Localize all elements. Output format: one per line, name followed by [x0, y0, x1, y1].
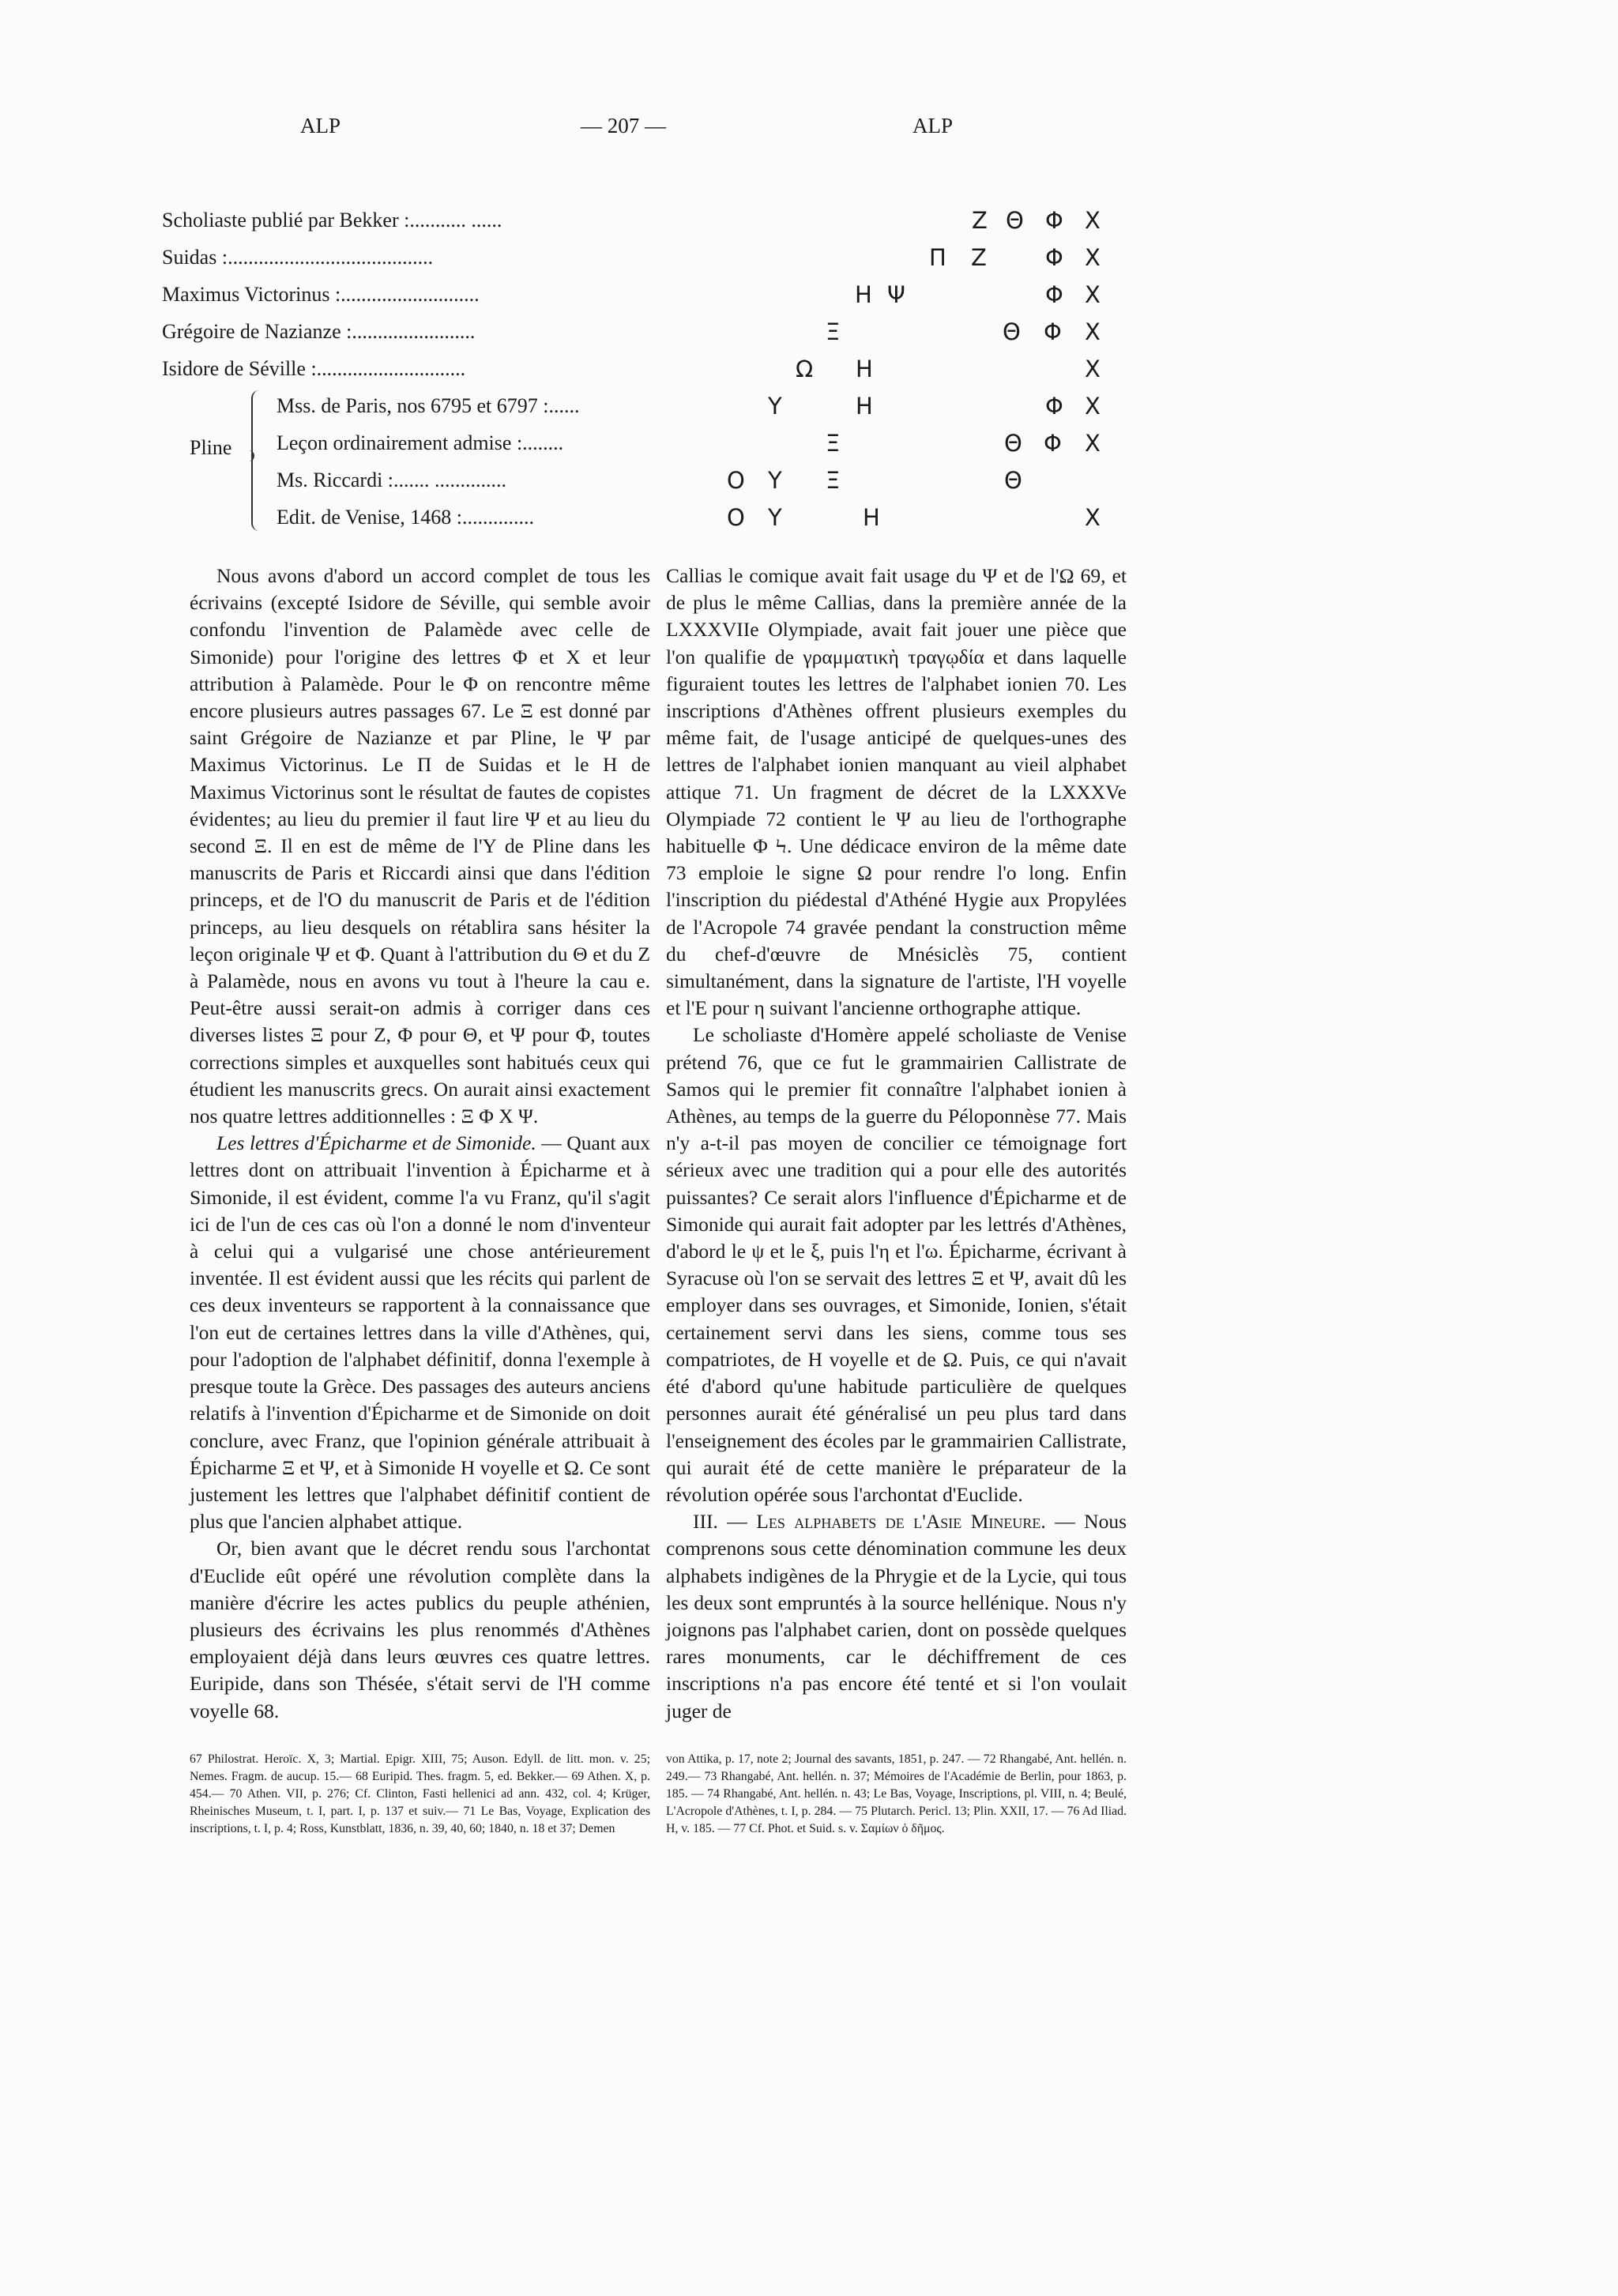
glyph: Y: [768, 504, 782, 531]
glyph: X: [1085, 244, 1101, 271]
glyph: Φ: [1044, 430, 1062, 457]
paragraph: Le scholiaste d'Homère appelé scholiaste de Venise prétend 76, que ce fut le grammairien Callistrate de Samos qui le premier fit connaître l'alphabet ionien à Athènes, au temps de la guerre du Péloponnèse 77. Mais n'y a-t-il pas moyen de concilier ce témoignage fort sérieux avec une tradition qui a pour elle des autorités puissantes? Ce serait alors l'influence d'Épicharme et de Simonide qui aurait fait adopter par les lettrés d'Athènes, d'abord le ψ et le ξ, puis l'η et l'ω. Épicharme, écrivant à Syracuse où l'on se servait des lettres Ξ et Ψ, avait dû les employer dans ses ouvrages, et Simonide, Ionien, s'était certainement servi dans les siens, comme tous ses compatriotes, de H voyelle et de Ω. Puis, ce qui n'avait été d'abord qu'une habitude particulière de quelques personnes aurait été généralisé un peu plus tard dans l'enseignement des écoles par le grammairien Callistrate, qui aurait été de cette manière le préparateur de la révolution opérée sous l'archontat d'Euclide.: [666, 1023, 1127, 1506]
paragraph: [666, 1508, 1127, 1725]
glyph: O: [727, 504, 745, 531]
paragraph: Or, bien avant que le décret rendu sous l'archontat d'Euclide eût opéré une révolution complète dans la manière d'écrire les actes publics du peuple athénien, plusieurs des écrivains les plus renommés d'Athènes employaient déjà dans leurs œuvres ces quatre lettres. Euripide, dans son Thésée, s'était servi de l'H comme voyelle 68.: [190, 1537, 650, 1722]
row-label: Isidore de Séville :.............................: [162, 357, 466, 380]
paragraph-text: — Nous comprenons sous cette dénomination commune les deux alphabets indigènes de la Phrygie et de la Lycie, qui tous les deux sont empruntés à la source hellénique. Nous n'y joignons pas l'alphabet carien, dont on possède quelques rares monuments, car le déchiffrement de ces inscriptions n'a pas encore été tenté et si l'on voulait juger de: [666, 1510, 1127, 1722]
paragraph: Nous avons d'abord un accord complet de tous les écrivains (excepté Isidore de Séville, qui semble avoir confondu l'invention de Palamède avec celle de Simonide) pour l'origine des lettres Φ et X et leur attribution à Palamède. Pour le Φ on rencontre même encore plusieurs autres passages 67. Le Ξ est donné par saint Grégoire de Nazianze et par Pline, le Ψ par Maximus Victorinus. Le Π de Suidas et le H de Maximus Victorinus sont le résultat de fautes de copistes évidentes; au lieu du premier il faut lire Ψ et au lieu du second Ξ. Il en est de même de l'Y de Pline dans les manuscrits de Paris et Riccardi ainsi que dans l'édition princeps, et de l'O du manuscrit de Paris et de l'édition princeps, au lieu desquels on rétablira sans hésiter la leçon originale Ψ et Φ. Quant à l'attribution du Θ et du Z à Palamède, nous en avons vu tout à l'heure la cau e. Peut-être aussi serait-on admis à corriger dans ces diverses listes Ξ pour Z, Φ pour Θ, et Ψ pour Φ, toutes corrections simples et auxquelles sont habitués ceux qui étudient les manuscrits grecs. On aurait ainsi exactement nos quatre lettres additionnelles : Ξ Φ X Ψ.: [190, 564, 650, 1128]
glyph: Π: [929, 244, 946, 271]
right-column: [666, 563, 1127, 1725]
glyph: H: [855, 281, 872, 308]
glyph: X: [1085, 281, 1101, 308]
row-label: Mss. de Paris, nos 6795 et 6797 :......: [277, 394, 580, 417]
group-brace-tip: [243, 450, 254, 461]
glyph: Ω: [796, 356, 814, 382]
left-column: [190, 563, 650, 1725]
row-label: Maximus Victorinus :...........................: [162, 283, 480, 306]
row-label: Leçon ordinairement admise :........: [277, 431, 564, 454]
glyph: H: [856, 393, 873, 420]
glyph: X: [1085, 356, 1101, 382]
footnotes-right: [666, 1751, 1127, 1838]
section-title: III. — Les alphabets de l'Asie Mineure.: [693, 1510, 1046, 1534]
footnote-text: 67 Philostrat. Heroïc. X, 3; Martial. Epigr. XIII, 75; Auson. Edyll. de litt. mon. v. 25; Nemes. Fragm. de aucup. 15.— 68 Euripid. Thes. fragm. 5, ed. Bekker.— 69 Athen. X, p. 454.— 70 Athen. VII, p. 276; Cf. Clinton, Fasti hellenici ad ann. 432, col. 4; Krüger, Rheinisches Museum, t. I, part. I, p. 137 et suiv.— 71 Le Bas, Voyage, Explication des inscriptions, t. I, p. 4; Ross, Kunstblatt, 1836, n. 39, 40, 60; 1840, n. 18 et 37; Demen: [190, 1752, 650, 1835]
section-title: Les lettres d'Épicharme et de Simonide.: [216, 1131, 536, 1155]
glyph: Ξ: [826, 318, 841, 345]
glyph: Φ: [1045, 207, 1063, 234]
footnote-text: von Attika, p. 17, note 2; Journal des savants, 1851, p. 247. — 72 Rhangabé, Ant. hellén. n. 249.— 73 Rhangabé, Ant. hellén. n. 37; Mémoires de l'Académie de Berlin, pour 1863, p. 185. — 74 Rhangabé, Ant. hellén. n. 43; Le Bas, Voyage, Inscriptions, pl. VIII, n. 4; Beulé, L'Acropole d'Athènes, t. I, p. 284. — 75 Plutarch. Pericl. 13; Plin. XXII, 17. — 76 Ad Iliad. H, v. 185. — 77 Cf. Phot. et Suid. s. v. Σαμίων ὁ δῆμος.: [666, 1752, 1127, 1835]
glyph: Z: [972, 207, 988, 234]
glyph: Φ: [1045, 281, 1063, 308]
running-head-left: ALP: [300, 114, 341, 137]
glyph: H: [863, 504, 880, 531]
glyph: X: [1085, 207, 1101, 234]
row-label: Suidas :........................................: [162, 246, 434, 269]
running-head-right: ALP: [912, 114, 954, 137]
glyph: H: [856, 356, 873, 382]
paragraph: [190, 1130, 650, 1535]
row-label: Edit. de Venise, 1468 :..............: [277, 506, 534, 529]
glyph: X: [1085, 430, 1101, 457]
glyph: X: [1085, 318, 1101, 345]
glyph: Φ: [1045, 244, 1063, 271]
glyph: Φ: [1044, 318, 1062, 345]
pline-group-label: Pline: [190, 436, 232, 459]
group-brace: [251, 390, 262, 531]
glyph: X: [1085, 393, 1101, 420]
glyph: Y: [768, 393, 782, 420]
glyph: Θ: [1004, 430, 1022, 457]
glyph: Ξ: [826, 467, 841, 494]
glyph: Θ: [1004, 467, 1022, 494]
glyph: Θ: [1006, 207, 1024, 234]
row-label: Ms. Riccardi :....... ..............: [277, 469, 507, 491]
glyph: Z: [971, 244, 987, 271]
page-header: [0, 114, 1618, 145]
page-number: — 207 —: [581, 114, 666, 137]
glyph: Ξ: [826, 430, 841, 457]
glyph: Φ: [1045, 393, 1063, 420]
glyph: X: [1085, 504, 1101, 531]
glyph: Θ: [1003, 318, 1021, 345]
glyph: O: [727, 467, 745, 494]
row-label: Grégoire de Nazianze :........................: [162, 320, 476, 343]
footnotes-left: [190, 1751, 650, 1838]
paragraph-text: — Quant aux lettres dont on attribuait l'invention à Épicharme et à Simonide, il est évident, comme l'a vu Franz, qu'il s'agit ici de l'un de ces cas où l'on a donné le nom d'inventeur à celui qui a vulgarisé une chose antérieurement inventée. Il est évident aussi que les récits qui parlent de ces deux inventeurs se rapportent à la connaissance que l'on eut de certaines lettres dans la ville d'Athènes, qui, pour l'adoption de l'alphabet définitif, donna l'exemple à presque toute la Grèce. Des passages des auteurs anciens relatifs à l'invention d'Épicharme et de Simonide on doit conclure, avec Franz, que l'opinion générale attribuait à Épicharme Ξ et Ψ, et à Simonide H voyelle et Ω. Ce sont justement les lettres que l'alphabet définitif contient de plus que l'ancien alphabet attique.: [190, 1131, 650, 1534]
glyph: Y: [768, 467, 782, 494]
row-label: Scholiaste publié par Bekker :........... ......: [162, 209, 502, 231]
paragraph: Callias le comique avait fait usage du Ψ et de l'Ω 69, et de plus le même Callias, dans la première année de la LXXXVIIe Olympiade, avait fait jouer une pièce que l'on qualifie de γραμματικὴ τραγῳδία et dans laquelle figuraient toutes les lettres de l'alphabet ionien 70. Les inscriptions d'Athènes offrent plusieurs exemples du même fait, de l'usage anticipé de quelques-unes des lettres de l'alphabet ionien manquant au vieil alphabet attique 71. Un fragment de décret de la LXXXVe Olympiade 72 contient le Ψ au lieu de l'orthographe habituelle Φ Ϟ. Une dédicace environ de la même date 73 emploie le signe Ω pour rendre l'o long. Enfin l'inscription du piédestal d'Athéné Hygie aux Propylées de l'Acropole 74 gravée pendant la construction même du chef-d'œuvre de Mnésiclès 75, contient simultanément, dans la signature de l'artiste, l'H voyelle et l'E pour η suivant l'ancienne orthographe attique.: [666, 564, 1127, 1020]
glyph: Ψ: [887, 281, 905, 308]
